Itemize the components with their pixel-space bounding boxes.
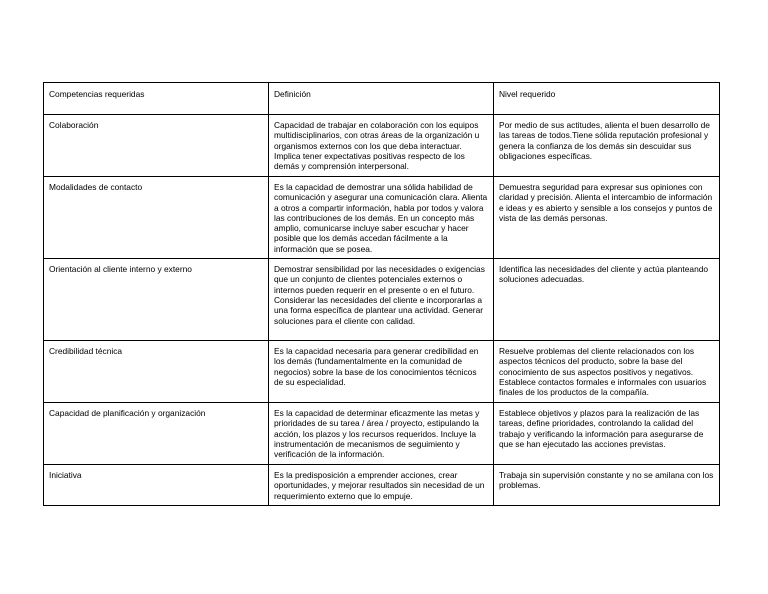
header-nivel: Nivel requerido	[494, 83, 720, 115]
cell-definicion: Es la capacidad de demostrar una sólida habilidad de comunicación y asegurar una comunicación clara. Alienta a otros a compartir información, habla por todos y valora las contribuciones de los demás. En un concepto más amplio, comunicarse incluye saber escuchar y hacer posible que los demás accedan fácilmente a la información que se posea.	[269, 177, 494, 259]
cell-definicion: Capacidad de trabajar en colaboración con los equipos multidisciplinarios, con otras áreas de la organización u organismos externos con los que deba interactuar. Implica tener expectativas positivas respecto de los demás y comprensión interpersonal.	[269, 115, 494, 177]
cell-definicion: Es la capacidad de determinar eficazmente las metas y prioridades de su tarea / área / proyecto, estipulando la acción, los plazos y los recursos requeridos. Incluye la instrumentación de mecanismos de seguimiento y verificación de la información.	[269, 403, 494, 465]
cell-competencia: Iniciativa	[44, 465, 269, 506]
table-row	[44, 341, 720, 403]
table-row	[44, 177, 720, 259]
cell-nivel: Establece objetivos y plazos para la realización de las tareas, define prioridades, controlando la calidad del trabajo y verificando la información para asegurarse de que se han ejecutado las acciones previstas.	[494, 403, 720, 465]
table-header-row	[44, 83, 720, 115]
cell-nivel: Trabaja sin supervisión constante y no se amilana con los problemas.	[494, 465, 720, 506]
cell-nivel: Demuestra seguridad para expresar sus opiniones con claridad y precisión. Alienta el intercambio de información e ideas y es abierto y sensible a los consejos y puntos de vista de las demás personas.	[494, 177, 720, 259]
cell-nivel: Identifica las necesidades del cliente y actúa planteando soluciones adecuadas.	[494, 259, 720, 341]
table-row	[44, 465, 720, 506]
table-row	[44, 259, 720, 341]
table-row	[44, 403, 720, 465]
cell-competencia: Credibilidad técnica	[44, 341, 269, 403]
cell-definicion: Demostrar sensibilidad por las necesidades o exigencias que un conjunto de clientes potenciales externos o internos pueden requerir en el presente o en el futuro. Considerar las necesidades del cliente e incorporarlas a una forma específica de plantear una actividad. Generar soluciones para el cliente con calidad.	[269, 259, 494, 341]
cell-competencia: Orientación al cliente interno y externo	[44, 259, 269, 341]
header-definicion: Definición	[269, 83, 494, 115]
cell-competencia: Modalidades de contacto	[44, 177, 269, 259]
cell-definicion: Es la capacidad necesaria para generar credibilidad en los demás (fundamentalmente en la comunidad de negocios) sobre la base de los conocimientos técnicos de su especialidad.	[269, 341, 494, 403]
competencies-table	[43, 82, 720, 506]
cell-nivel: Por medio de sus actitudes, alienta el buen desarrollo de las tareas de todos.Tiene sólida reputación profesional y genera la confianza de los demás sin descuidar sus obligaciones específicas.	[494, 115, 720, 177]
header-competencias: Competencias requeridas	[44, 83, 269, 115]
cell-definicion: Es la predisposición a emprender acciones, crear oportunidades, y mejorar resultados sin necesidad de un requerimiento externo que lo empuje.	[269, 465, 494, 506]
cell-competencia: Colaboración	[44, 115, 269, 177]
cell-nivel: Resuelve problemas del cliente relacionados con los aspectos técnicos del producto, sobre la base del conocimiento de sus aspectos positivos y negativos. Establece contactos formales e informales con usuarios finales de los productos de la compañía.	[494, 341, 720, 403]
table-row	[44, 115, 720, 177]
cell-competencia: Capacidad de planificación y organización	[44, 403, 269, 465]
